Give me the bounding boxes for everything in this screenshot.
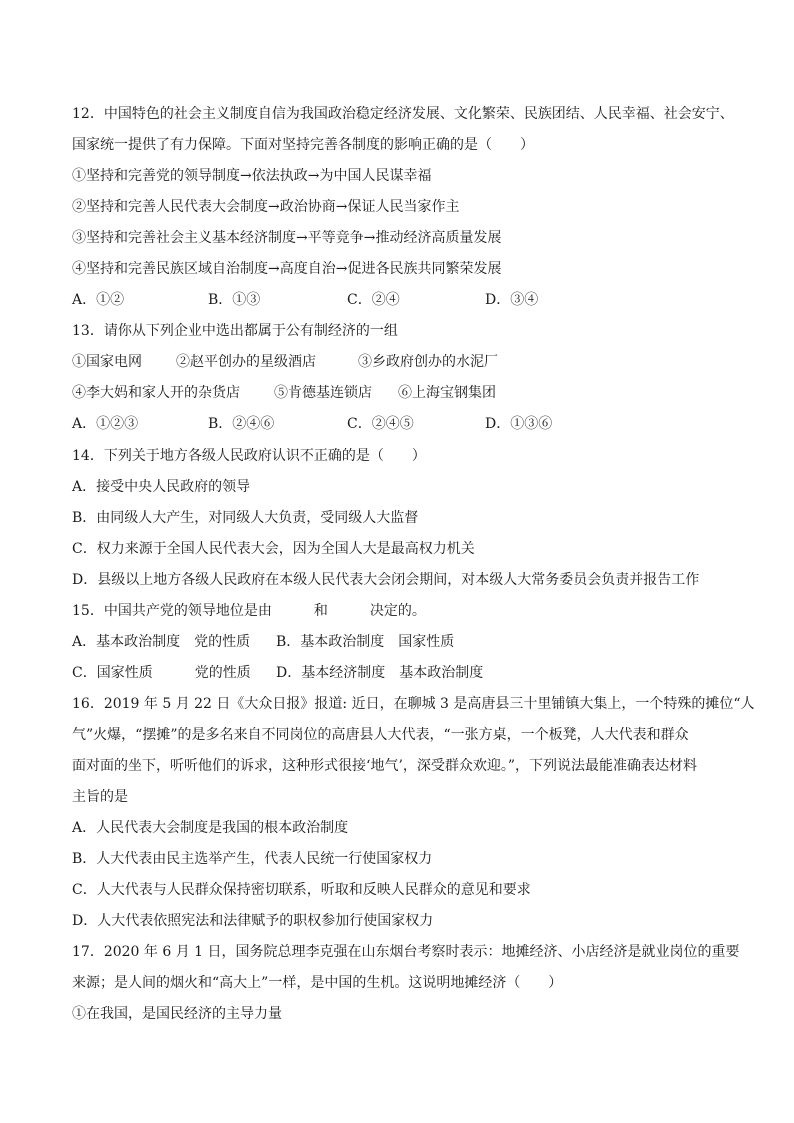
q13-choice-2: ②赵平创办的星级酒店 (176, 354, 316, 370)
q14-option-d[interactable]: D．县级以上地方各级人民政府在本级人民代表大会闭会期间，对本级人大常务委员会负责并报告工作 (72, 572, 700, 588)
q12-item-4: ④坚持和完善民族区域自治制度→高度自治→促进各民族共同繁荣发展 (72, 261, 502, 277)
q13-options (72, 414, 734, 434)
q15-option-b[interactable]: B．基本政治制度 国家性质 (276, 634, 455, 650)
q13-option-b[interactable]: B．②④⑥ (208, 416, 275, 432)
q13-option-c[interactable]: C．②④⑤ (347, 416, 414, 432)
q13-choice-4: ④李大妈和家人开的杂货店 (72, 385, 240, 401)
q12-option-a[interactable]: A．①② (72, 292, 125, 308)
q17-stem-line1: 17．2020 年 6 月 1 日，国务院总理李克强在山东烟台考察时表示：地摊经济、小店经济是就业岗位的重要 (72, 944, 740, 960)
q12-item-3: ③坚持和完善社会主义基本经济制度→平等竞争→推动经济高质量发展 (72, 230, 502, 246)
q15-option-a[interactable]: A．基本政治制度 党的性质 (72, 634, 251, 650)
q13-choices-row2 (72, 383, 734, 403)
q16-stem-line4: 主旨的是 (72, 789, 128, 805)
q13-option-d[interactable]: D．①③⑥ (485, 416, 553, 432)
q13-choice-3: ③乡政府创办的水泥厂 (358, 354, 498, 370)
q16-option-b[interactable]: B．人大代表由民主选举产生，代表人民统一行使国家权力 (72, 851, 433, 867)
q16-stem-line2: 气”火爆，“摆摊”的是多名来自不同岗位的高唐县人大代表，“一张方桌，一个板凳，人大代表和群众 (72, 727, 689, 743)
q13-choice-6: ⑥上海宝钢集团 (398, 385, 496, 401)
q14-option-a[interactable]: A．接受中央人民政府的领导 (72, 479, 251, 495)
q16-stem-line1: 16．2019 年 5 月 22 日《大众日报》报道: 近日，在聊城 3 是高唐县三十里铺镇大集上，一个特殊的摊位“人 (72, 696, 755, 712)
q13-choice-1: ①国家电网 (72, 354, 142, 370)
q15-stem: 15．中国共产党的领导地位是由 和 决定的。 (72, 603, 426, 619)
q16-option-a[interactable]: A．人民代表大会制度是我国的根本政治制度 (72, 820, 349, 836)
q15-options-row1 (72, 632, 734, 652)
q16-option-c[interactable]: C．人大代表与人民群众保持密切联系，听取和反映人民群众的意见和要求 (72, 882, 531, 898)
q14-option-b[interactable]: B．由同级人大产生，对同级人大负责，受同级人大监督 (72, 510, 419, 526)
q12-option-b[interactable]: B．①③ (208, 292, 261, 308)
q15-option-d[interactable]: D．基本经济制度 基本政治制度 (276, 665, 484, 681)
q12-item-2: ②坚持和完善人民代表大会制度→政治协商→保证人民当家作主 (72, 199, 460, 215)
q15-option-c[interactable]: C．国家性质 党的性质 (72, 665, 251, 681)
q13-choices-row1 (72, 352, 734, 372)
q16-stem-line3: 面对面的坐下，听听他们的诉求，这种形式很接‘地气’，深受群众欢迎。”，下列说法最能准确表达材料 (72, 758, 698, 774)
q14-stem: 14．下列关于地方各级人民政府认识不正确的是（ ） (72, 448, 426, 464)
q15-options-row2 (72, 663, 734, 683)
q13-stem: 13．请你从下列企业中选出都属于公有制经济的一组 (72, 323, 398, 339)
q14-option-c[interactable]: C．权力来源于全国人民代表大会，因为全国人大是最高权力机关 (72, 541, 475, 557)
q16-option-d[interactable]: D．人大代表依照宪法和法律赋予的职权参加行使国家权力 (72, 913, 434, 929)
q12-options (72, 290, 734, 310)
q17-item-1: ①在我国，是国民经济的主导力量 (72, 1006, 282, 1022)
q12-item-1: ①坚持和完善党的领导制度→依法执政→为中国人民谋幸福 (72, 168, 432, 184)
q13-choice-5: ⑤肯德基连锁店 (274, 385, 372, 401)
q17-stem-line2: 来源；是人间的烟火和“高大上”一样，是中国的生机。这说明地摊经济（ ） (72, 975, 563, 991)
q12-option-c[interactable]: C．②④ (347, 292, 400, 308)
q12-option-d[interactable]: D．③④ (485, 292, 539, 308)
q12-stem-line2: 国家统一提供了有力保障。下面对坚持完善各制度的影响正确的是（ ） (72, 137, 534, 153)
q12-stem-line1: 12．中国特色的社会主义制度自信为我国政治稳定经济发展、文化繁荣、民族团结、人民幸福、社会安宁、 (72, 106, 734, 122)
q13-option-a[interactable]: A．①②③ (72, 416, 139, 432)
